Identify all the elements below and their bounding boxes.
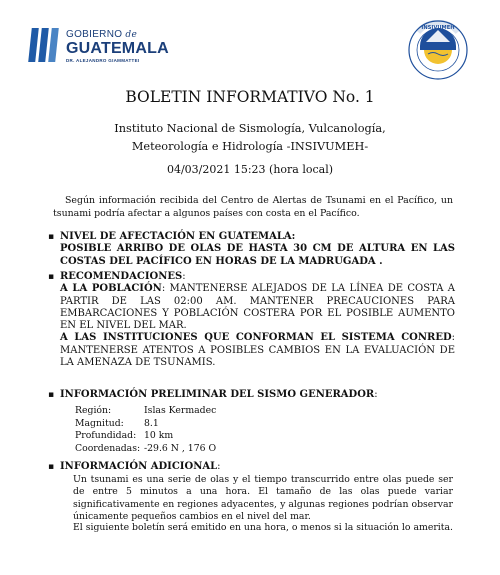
detail-row-magnitud <box>75 418 216 431</box>
logo-de-text: de <box>125 30 138 40</box>
detail-row-profundidad <box>75 430 216 443</box>
bulletin-title: BOLETIN INFORMATIVO No. 1 <box>125 88 375 106</box>
sismo-heading: INFORMACIÓN PRELIMINAR DEL SISMO GENERADOR <box>60 389 375 400</box>
coordenadas-value: -29.6 N , 176 O <box>144 442 217 454</box>
bullet-icon: ▪ <box>48 462 55 472</box>
recomendaciones-heading: RECOMENDACIONES <box>60 271 183 282</box>
seal-title-text: INSIVUMEH <box>421 25 455 31</box>
instituciones-text: : MANTENERSE ATENTOS A POSIBLES CAMBIOS EN LA EVALUACIÓN DE LA AMENAZA DE TSUNAMIS. <box>60 332 455 369</box>
profundidad-value: 10 km <box>144 430 174 442</box>
coordenadas-label: Coordenadas: <box>75 442 141 454</box>
bullet-icon: ▪ <box>48 390 55 400</box>
logo-president-text: DR. ALEJANDRO GIAMMATTEI <box>66 58 140 63</box>
adicional-heading: INFORMACIÓN ADICIONAL <box>60 461 218 472</box>
institution-line-1: Instituto Nacional de Sismología, Vulcanología, <box>114 122 386 135</box>
bullet-icon: ▪ <box>48 272 55 282</box>
intro-paragraph: Según información recibida del Centro de Alertas de Tsunami en el Pacífico, un tsunami podría afectar a algunos países con costa en el Pacífico. <box>53 195 453 219</box>
instituciones-paragraph <box>60 332 455 369</box>
insivumeh-seal-logo <box>408 20 468 80</box>
institution-line-2: Meteorología e Hidrología -INSIVUMEH- <box>131 140 369 153</box>
bulletin-datetime: 04/03/2021 15:23 (hora local) <box>166 163 334 176</box>
logo-guatemala-text: GUATEMALA <box>66 40 169 57</box>
logo-gobierno-text: GOBIERNO <box>66 29 123 40</box>
magnitud-value: 8.1 <box>144 417 159 429</box>
poblacion-text: : MANTENERSE ALEJADOS DE LA LÍNEA DE COSTA A PARTIR DE LAS 02:00 AM. MANTENER PRECAUCIONES PARA EMBARCACIONES Y POBLACIÓN COSTERA POR EL POSIBLE AUMENTO EN EL NIVEL DEL MAR. <box>60 283 455 332</box>
sismo-colon: : <box>374 389 378 400</box>
section-sismo-generador <box>48 389 455 401</box>
profundidad-label: Profundidad: <box>75 430 137 442</box>
bullet-icon: ▪ <box>48 232 55 242</box>
detail-row-region <box>75 405 216 418</box>
section-recomendaciones <box>48 271 455 369</box>
section-nivel-afectacion <box>48 231 455 268</box>
gobierno-guatemala-logo <box>30 28 180 68</box>
region-value: Islas Kermadec <box>144 405 217 416</box>
adicional-paragraph-2: El siguiente boletín será emitido en una hora, o menos si la situación lo amerita. <box>73 522 453 533</box>
recomendaciones-colon: : <box>182 271 186 282</box>
section-informacion-adicional <box>48 461 455 473</box>
institution-name <box>60 120 440 156</box>
magnitud-label: Magnitud: <box>75 417 124 429</box>
sismo-details <box>75 405 216 455</box>
region-label: Región: <box>75 405 112 416</box>
adicional-paragraph-1: Un tsunami es una serie de olas y el tiempo transcurrido entre olas puede ser de entre 5 minutos a una hora. El tamaño de las olas puede variar significativamente en regiones adyacentes, y algunas regiones podrían observar únicamente pequeños cambios en el nivel del mar. <box>73 474 453 522</box>
poblacion-paragraph <box>60 283 455 332</box>
nivel-heading: NIVEL DE AFECTACIÓN EN GUATEMALA: <box>60 231 296 242</box>
instituciones-label: A LAS INSTITUCIONES QUE CONFORMAN EL SISTEMA CONRED <box>60 332 452 344</box>
poblacion-label: A LA POBLACIÓN <box>60 283 162 295</box>
nivel-text: POSIBLE ARRIBO DE OLAS DE HASTA 30 CM DE ALTURA EN LAS COSTAS DEL PACÍFICO EN HORAS DE LA MADRUGADA . <box>60 243 455 267</box>
adicional-colon: : <box>217 461 221 472</box>
detail-row-coordenadas <box>75 443 216 456</box>
